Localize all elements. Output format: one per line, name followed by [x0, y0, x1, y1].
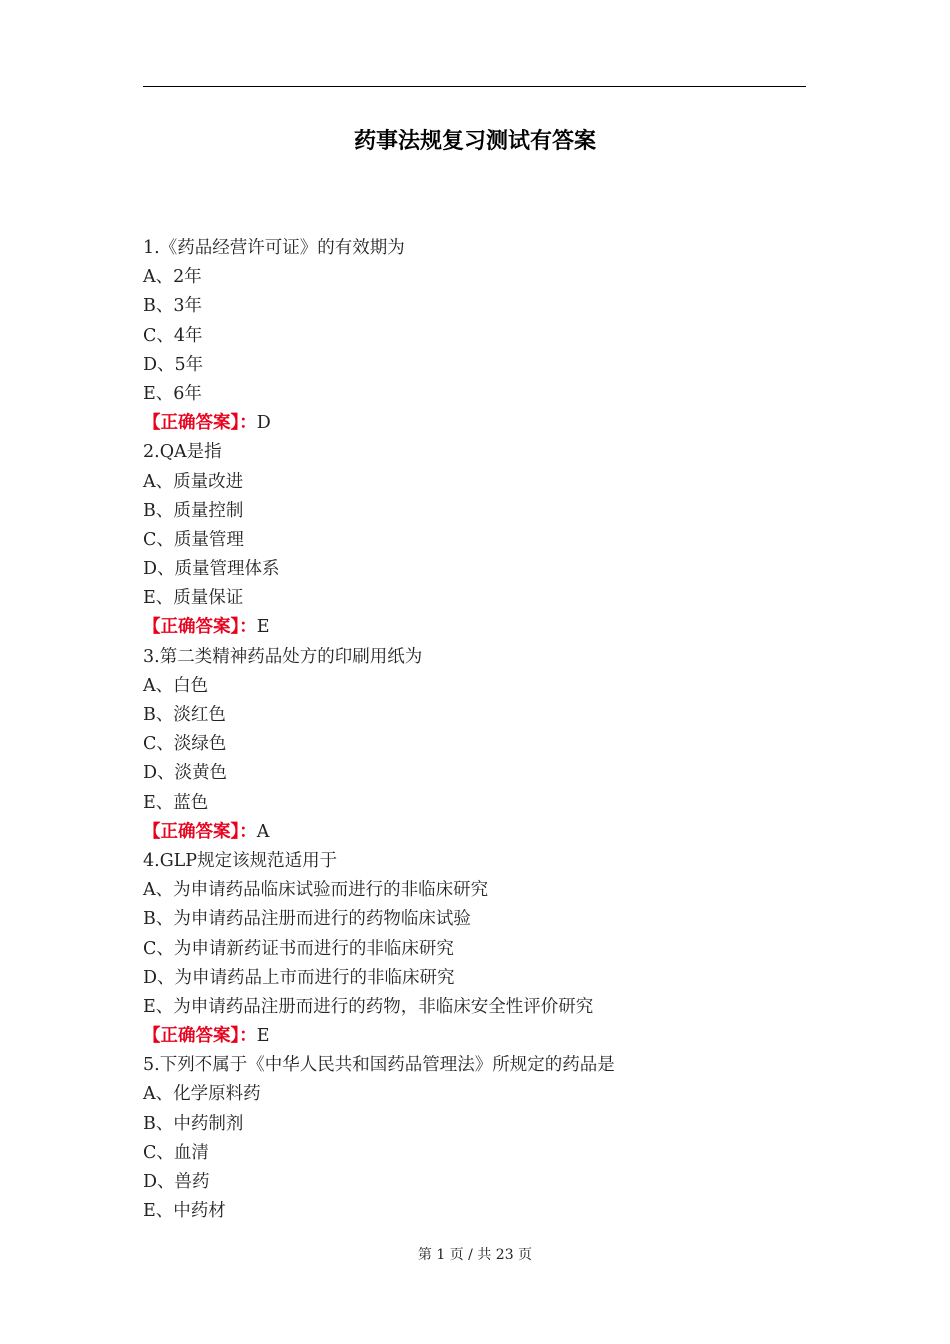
option-item: E、蓝色	[143, 792, 209, 813]
option-item: D、为申请药品上市而进行的非临床研究	[143, 967, 455, 988]
question-stem: 4.GLP规定该规范适用于	[143, 850, 338, 871]
answer-line	[143, 818, 806, 847]
answer-line	[143, 1022, 806, 1051]
option-item: D、兽药	[143, 1172, 210, 1192]
option-item: B、为申请药品注册而进行的药物临床试验	[143, 909, 471, 930]
option-item: C、4年	[143, 325, 203, 346]
option-item: D、淡黄色	[143, 763, 228, 784]
option-item: B、淡红色	[143, 705, 226, 725]
answer-value: E	[256, 617, 270, 638]
option-item: A、质量改进	[143, 471, 244, 492]
answer-label: 【正确答案】：	[143, 821, 257, 842]
question-stem: 1.《药品经营许可证》的有效期为	[143, 238, 405, 258]
option-item: A、化学原料药	[143, 1084, 261, 1105]
answer-label: 【正确答案】：	[143, 413, 257, 434]
option-item: C、血清	[143, 1142, 209, 1163]
question-list	[143, 234, 806, 1226]
answer-label: 【正确答案】：	[143, 617, 257, 638]
option-item: D、质量管理体系	[143, 559, 280, 580]
option-item: E、中药材	[143, 1201, 226, 1222]
question-stem: 5.下列不属于《中华人民共和国药品管理法》所规定的药品是	[143, 1055, 615, 1076]
option-item: C、淡绿色	[143, 734, 227, 755]
option-item: C、质量管理	[143, 529, 244, 550]
answer-label: 【正确答案】：	[143, 1026, 257, 1047]
option-item: A、为申请药品临床试验而进行的非临床研究	[143, 880, 489, 901]
option-item: A、2年	[143, 267, 202, 288]
option-item: D、5年	[143, 354, 204, 375]
option-item: B、3年	[143, 296, 202, 317]
option-item: B、中药制剂	[143, 1113, 244, 1134]
option-item: E、为申请药品注册而进行的药物，非临床安全性评价研究	[143, 996, 594, 1017]
page-footer: 第 1 页 / 共 23 页	[417, 1247, 533, 1263]
answer-value: D	[256, 413, 271, 434]
option-item: E、质量保证	[143, 588, 244, 609]
option-item: E、6年	[143, 383, 202, 404]
question-stem: 3.第二类精神药品处方的印刷用纸为	[143, 646, 423, 667]
question-stem: 2.QA是指	[143, 442, 222, 463]
document-title: 药事法规复习测试有答案	[353, 129, 596, 154]
option-item: A、白色	[143, 675, 209, 696]
option-item: B、质量控制	[143, 500, 244, 521]
header-rule	[143, 86, 806, 87]
answer-value: E	[256, 1026, 270, 1047]
answer-line	[143, 409, 806, 438]
answer-line	[143, 613, 806, 642]
option-item: C、为申请新药证书而进行的非临床研究	[143, 938, 454, 959]
answer-value: A	[256, 821, 270, 842]
